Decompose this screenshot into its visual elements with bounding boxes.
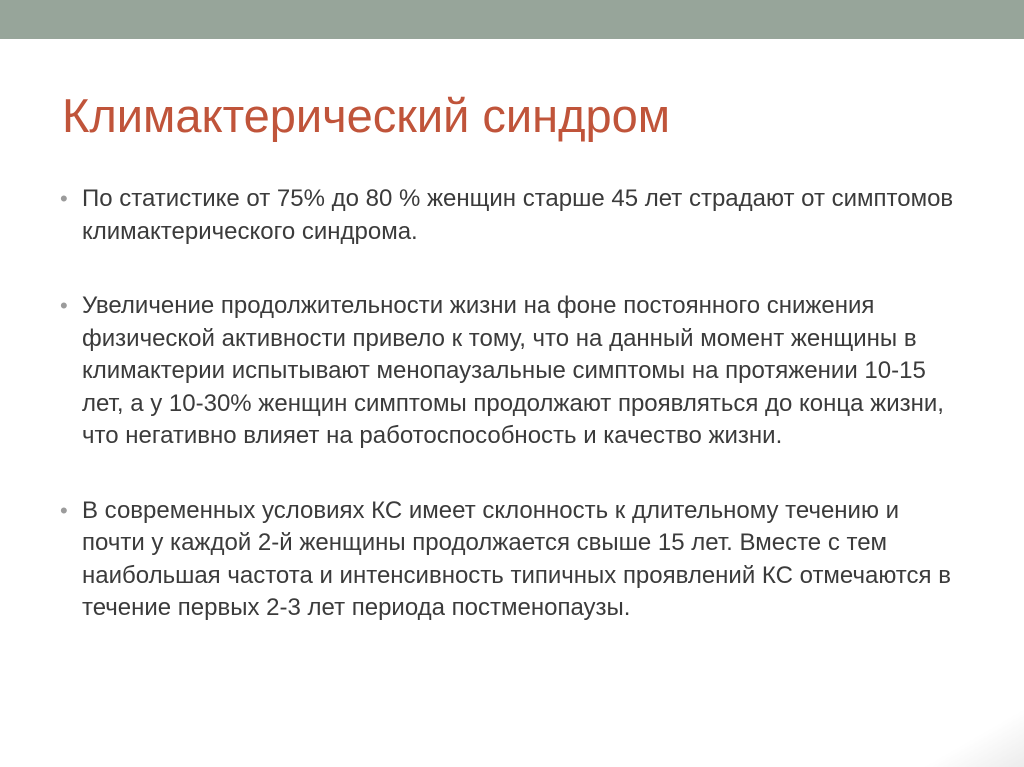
bullet-text: По статистике от 75% до 80 % женщин старше 45 лет страдают от симптомов климактерического синдрома.	[82, 185, 954, 245]
slide-top-bar	[0, 0, 1024, 39]
bullet-text: Увеличение продолжительности жизни на фоне постоянного снижения физической активности привело к тому, что на данный момент женщины в климактерии испытывают менопаузальные симптомы на протяжении 10-15 лет, а у 10-30% женщин симптомы продолжают проявляться до конца жизни, что негативно влияет на работоспособность и качество жизни.	[82, 292, 944, 449]
page-curl-shadow	[904, 707, 1024, 767]
bullet-item-modern-conditions	[60, 495, 960, 625]
bullet-marker: •	[60, 497, 68, 523]
bullet-list	[60, 183, 960, 667]
bullet-item-statistics	[60, 183, 960, 248]
bullet-text: В современных условиях КС имеет склонность к длительному течению и почти у каждой 2-й женщины продолжается свыше 15 лет. Вместе с тем наибольшая частота и интенсивность типичных проявлений КС отмечаются в течение первых 2-3 лет периода постменопаузы.	[82, 496, 951, 621]
bullet-marker: •	[60, 186, 68, 211]
bullet-marker: •	[60, 293, 68, 318]
bullet-item-life-expectancy	[60, 290, 960, 453]
slide-title: Климактерический синдром	[62, 89, 671, 142]
